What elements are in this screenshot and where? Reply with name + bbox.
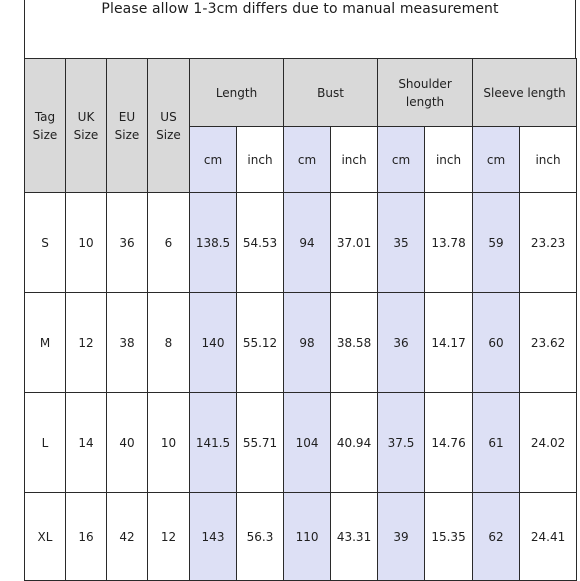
us-size-cell: 12 bbox=[148, 493, 190, 581]
shoulder-cm-cell: 37.5 bbox=[378, 393, 425, 493]
sleeve-length-header: Sleeve length bbox=[473, 59, 577, 127]
shoulder-cm-cell: 36 bbox=[378, 293, 425, 393]
length-inch-cell: 55.71 bbox=[237, 393, 284, 493]
sleeve-inch-cell: 24.02 bbox=[520, 393, 577, 493]
shoulder-inch-cell: 14.76 bbox=[425, 393, 473, 493]
shoulder-cm-cell: 35 bbox=[378, 193, 425, 293]
bust-cm-cell: 94 bbox=[284, 193, 331, 293]
shoulder-inch-cell: 14.17 bbox=[425, 293, 473, 393]
shoulder-cm-cell: 39 bbox=[378, 493, 425, 581]
table-row bbox=[25, 193, 577, 293]
eu-size-cell: 40 bbox=[107, 393, 148, 493]
eu-size-cell: 38 bbox=[107, 293, 148, 393]
length-header: Length bbox=[190, 59, 284, 127]
bust-header: Bust bbox=[284, 59, 378, 127]
tag-size-cell: S bbox=[25, 193, 66, 293]
sleeve-inch-unit: inch bbox=[520, 127, 577, 193]
shoulder-inch-cell: 15.35 bbox=[425, 493, 473, 581]
eu-size-cell: 42 bbox=[107, 493, 148, 581]
shoulder-cm-unit: cm bbox=[378, 127, 425, 193]
us-size-cell: 8 bbox=[148, 293, 190, 393]
length-inch-cell: 56.3 bbox=[237, 493, 284, 581]
table-row bbox=[25, 293, 577, 393]
sleeve-cm-cell: 61 bbox=[473, 393, 520, 493]
shoulder-inch-cell: 13.78 bbox=[425, 193, 473, 293]
shoulder-length-header: Shoulder length bbox=[378, 59, 473, 127]
tag-size-cell: XL bbox=[25, 493, 66, 581]
bust-cm-cell: 98 bbox=[284, 293, 331, 393]
length-cm-cell: 141.5 bbox=[190, 393, 237, 493]
bust-inch-cell: 37.01 bbox=[331, 193, 378, 293]
sleeve-inch-cell: 23.23 bbox=[520, 193, 577, 293]
sleeve-cm-unit: cm bbox=[473, 127, 520, 193]
measurement-notice: Please allow 1-3cm differs due to manual measurement bbox=[101, 1, 499, 17]
bust-cm-cell: 104 bbox=[284, 393, 331, 493]
uk-size-cell: 10 bbox=[66, 193, 107, 293]
shoulder-inch-unit: inch bbox=[425, 127, 473, 193]
tag-size-cell: L bbox=[25, 393, 66, 493]
length-inch-unit: inch bbox=[237, 127, 284, 193]
tag-size-header: Tag Size bbox=[25, 59, 66, 193]
sleeve-inch-cell: 23.62 bbox=[520, 293, 577, 393]
bust-cm-unit: cm bbox=[284, 127, 331, 193]
length-inch-cell: 55.12 bbox=[237, 293, 284, 393]
uk-size-cell: 16 bbox=[66, 493, 107, 581]
length-cm-cell: 140 bbox=[190, 293, 237, 393]
eu-size-header: EU Size bbox=[107, 59, 148, 193]
length-cm-cell: 143 bbox=[190, 493, 237, 581]
eu-size-cell: 36 bbox=[107, 193, 148, 293]
length-inch-cell: 54.53 bbox=[237, 193, 284, 293]
sleeve-cm-cell: 60 bbox=[473, 293, 520, 393]
bust-cm-cell: 110 bbox=[284, 493, 331, 581]
sleeve-cm-cell: 59 bbox=[473, 193, 520, 293]
length-cm-cell: 138.5 bbox=[190, 193, 237, 293]
us-size-cell: 6 bbox=[148, 193, 190, 293]
uk-size-cell: 14 bbox=[66, 393, 107, 493]
tag-size-cell: M bbox=[25, 293, 66, 393]
table-row bbox=[25, 493, 577, 581]
uk-size-header: UK Size bbox=[66, 59, 107, 193]
header-row bbox=[25, 59, 577, 127]
bust-inch-cell: 43.31 bbox=[331, 493, 378, 581]
length-cm-unit: cm bbox=[190, 127, 237, 193]
bust-inch-cell: 40.94 bbox=[331, 393, 378, 493]
measurement-notice-box bbox=[24, 0, 576, 58]
table-row bbox=[25, 393, 577, 493]
bust-inch-cell: 38.58 bbox=[331, 293, 378, 393]
sleeve-inch-cell: 24.41 bbox=[520, 493, 577, 581]
sleeve-cm-cell: 62 bbox=[473, 493, 520, 581]
bust-inch-unit: inch bbox=[331, 127, 378, 193]
size-table bbox=[24, 58, 577, 581]
uk-size-cell: 12 bbox=[66, 293, 107, 393]
us-size-header: US Size bbox=[148, 59, 190, 193]
us-size-cell: 10 bbox=[148, 393, 190, 493]
